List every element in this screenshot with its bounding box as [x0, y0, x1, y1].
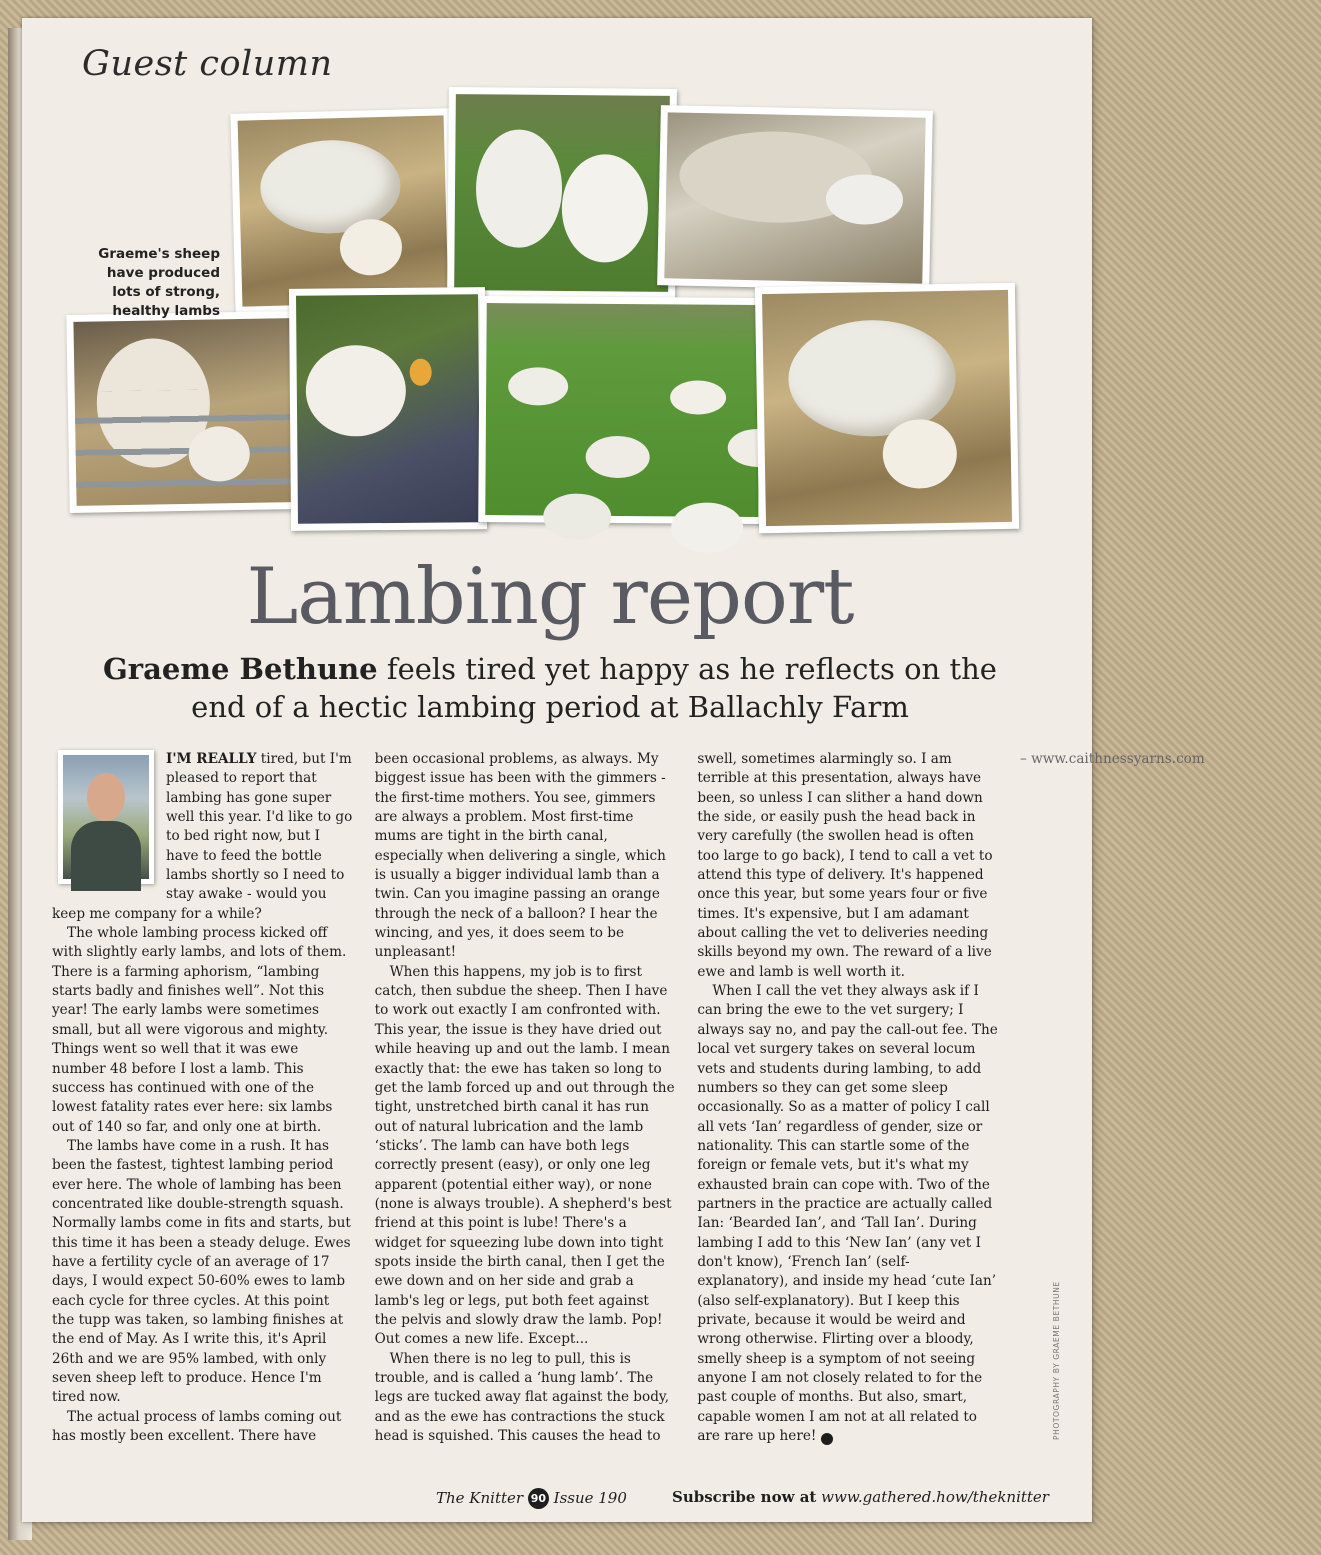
- subscribe-label: Subscribe now at: [672, 1488, 817, 1506]
- lead-in: I'M REALLY: [166, 751, 257, 767]
- paragraph-7: When I call the vet they always ask if I can bring the ewe to the vet surgery; I always say no, and pay the call-out fee. The local vet surgery takes on several locum vets and students during lambing, to add numbers so they can get some sleep occasionally. So as a matter of policy I call all vets ‘Ian’ regardless of gender, size or nationality. This can startle some of the foreign or female vets, but it's what my exhausted brain can cope with. Two of the partners in the practice are actually called Ian: ‘Bearded Ian’, and ‘Tall Ian’. During lambing I add to this ‘New Ian’ (any vet I don't know), ‘French Ian’ (self-explanatory), and inside my head ‘cute Ian’ (also self-explanatory). But I keep this private, because it would be weird and wrong otherwise. Flirting over a bloody, smelly sheep is a symptom of not seeing anyone I am not closely related to for the past couple of months. But also, smart, capable women I am not at all related to are rare up here! ✚: [697, 983, 998, 1445]
- photo-ewe-in-pen: [66, 311, 301, 513]
- paragraph-4: The actual process of lambs coming out has mostly been excellent. There have been occasional problems, as always. My biggest issue has been with the gimmers - the first-time mothers. You see, gimmers are always a problem. Most first-time mums are tight in the birth canal, especially when delivering a single, which is usually a bigger individual lamb than a twin. Can you imagine passing an orange through the neck of a balloon? I hear the wincing, and yes, it does seem to be unpleasant!: [52, 751, 666, 1445]
- subscribe-url[interactable]: www.gathered.how/theknitter: [821, 1488, 1049, 1506]
- author-portrait: [58, 750, 154, 884]
- photo-credit: PHOTOGRAPHY BY GRAEME BETHUNE: [1052, 1281, 1061, 1440]
- end-mark-icon: ✚: [821, 1433, 833, 1445]
- photo-flock-in-field: [478, 296, 767, 524]
- section-label: Guest column: [82, 44, 333, 84]
- issue-number: Issue 190: [553, 1489, 627, 1507]
- standfirst-text: feels tired yet happy as he reflects on the end of a hectic lambing period at Ballachly Farm: [191, 652, 997, 724]
- photo-ewe-with-lamb-on-straw: [230, 108, 455, 314]
- footer-subscribe: [672, 1488, 1049, 1506]
- photo-bottle-feeding-lamb: [289, 287, 487, 531]
- standfirst: [100, 650, 1000, 726]
- website-link[interactable]: – www.caithnessyarns.com: [1019, 751, 1205, 767]
- magazine-name: The Knitter: [436, 1489, 524, 1507]
- photo-marked-ewe-and-lambs: [755, 283, 1019, 534]
- paragraph-5: When this happens, my job is to first catch, then subdue the sheep. Then I have to work out exactly I am confronted with. This year, the issue is they have dried out while heaving up and out the lamb. I mean exactly that: the ewe has taken so long to get the lamb forced up and out through the tight, unstretched birth canal it has run out of natural lubrication and the lamb ‘sticks’. The lamb can have both legs correctly present (easy), or only one leg apparent (potential either way), or none (none is always trouble). A shepherd's best friend at this point is lube! There's a widget for squeezing lube down into tight spots inside the birth canal, then I get the ewe down and on her side and grab a lamb's leg or legs, put both feet against the pelvis and slowly draw the lamb. Pop! Out comes a new life. Except...: [374, 963, 675, 1348]
- author-name: Graeme Bethune: [103, 652, 378, 686]
- page-number: 90: [528, 1488, 549, 1509]
- photo-lambs-through-fence: [447, 87, 677, 299]
- paragraph-1: I'M REALLY tired, but I'm pleased to report that lambing has gone super well this year. I'd like to go to bed right now, but I have to feed the bottle lambs shortly so I need to stay awake - would you keep me company for a while?: [52, 751, 353, 922]
- photo-resting-ewe-with-lambs: [657, 105, 933, 291]
- footer-issue: [436, 1488, 627, 1509]
- paragraph-6: When there is no leg to pull, this is trouble, and is called a ‘hung lamb’. The legs are tucked away flat against the body, and as the ewe has contractions the stuck head is squished. This causes the head to swell, sometimes alarmingly so. I am terrible at this presentation, always have been, so unless I can slither a hand down the side, or easily push the head back in very carefully (the swollen head is often too large to go back), I tend to call a vet to attend this type of delivery. It's happened once this year, but some years four or five times. It's expensive, but I am adamant about calling the vet to deliveries needing skills beyond my own. The reward of a live ewe and lamb is well worth it.: [374, 751, 993, 1445]
- photo-caption: Graeme's sheep have produced lots of strong, healthy lambs: [98, 246, 220, 319]
- paragraph-2: The whole lambing process kicked off with slightly early lambs, and lots of them. There is a farming aphorism, “lambing starts badly and finishes well”. Not this year! The early lambs were sometimes small, but all were vigorous and mighty. Things went so well that it was ewe number 48 before I lost a lamb. This success has continued with one of the lowest fatality rates ever here: six lambs out of 140 so far, and only one at birth.: [52, 925, 347, 1135]
- paragraph-3: The lambs have come in a rush. It has been the fastest, tightest lambing period ever here. The whole of lambing has been concentrated like double-strength squash. Normally lambs come in fits and starts, but this time it has been a steady deluge. Ewes have a fertility cycle of an average of 17 days, I would expect 50-60% ewes to lamb each cycle for three cycles. At this point the tupp was taken, so lambing finishes at the end of May. As I write this, it's April 26th and we are 95% lambed, with only seven sheep left to produce. Hence I'm tired now.: [52, 1137, 351, 1406]
- headline: Lambing report: [246, 552, 854, 642]
